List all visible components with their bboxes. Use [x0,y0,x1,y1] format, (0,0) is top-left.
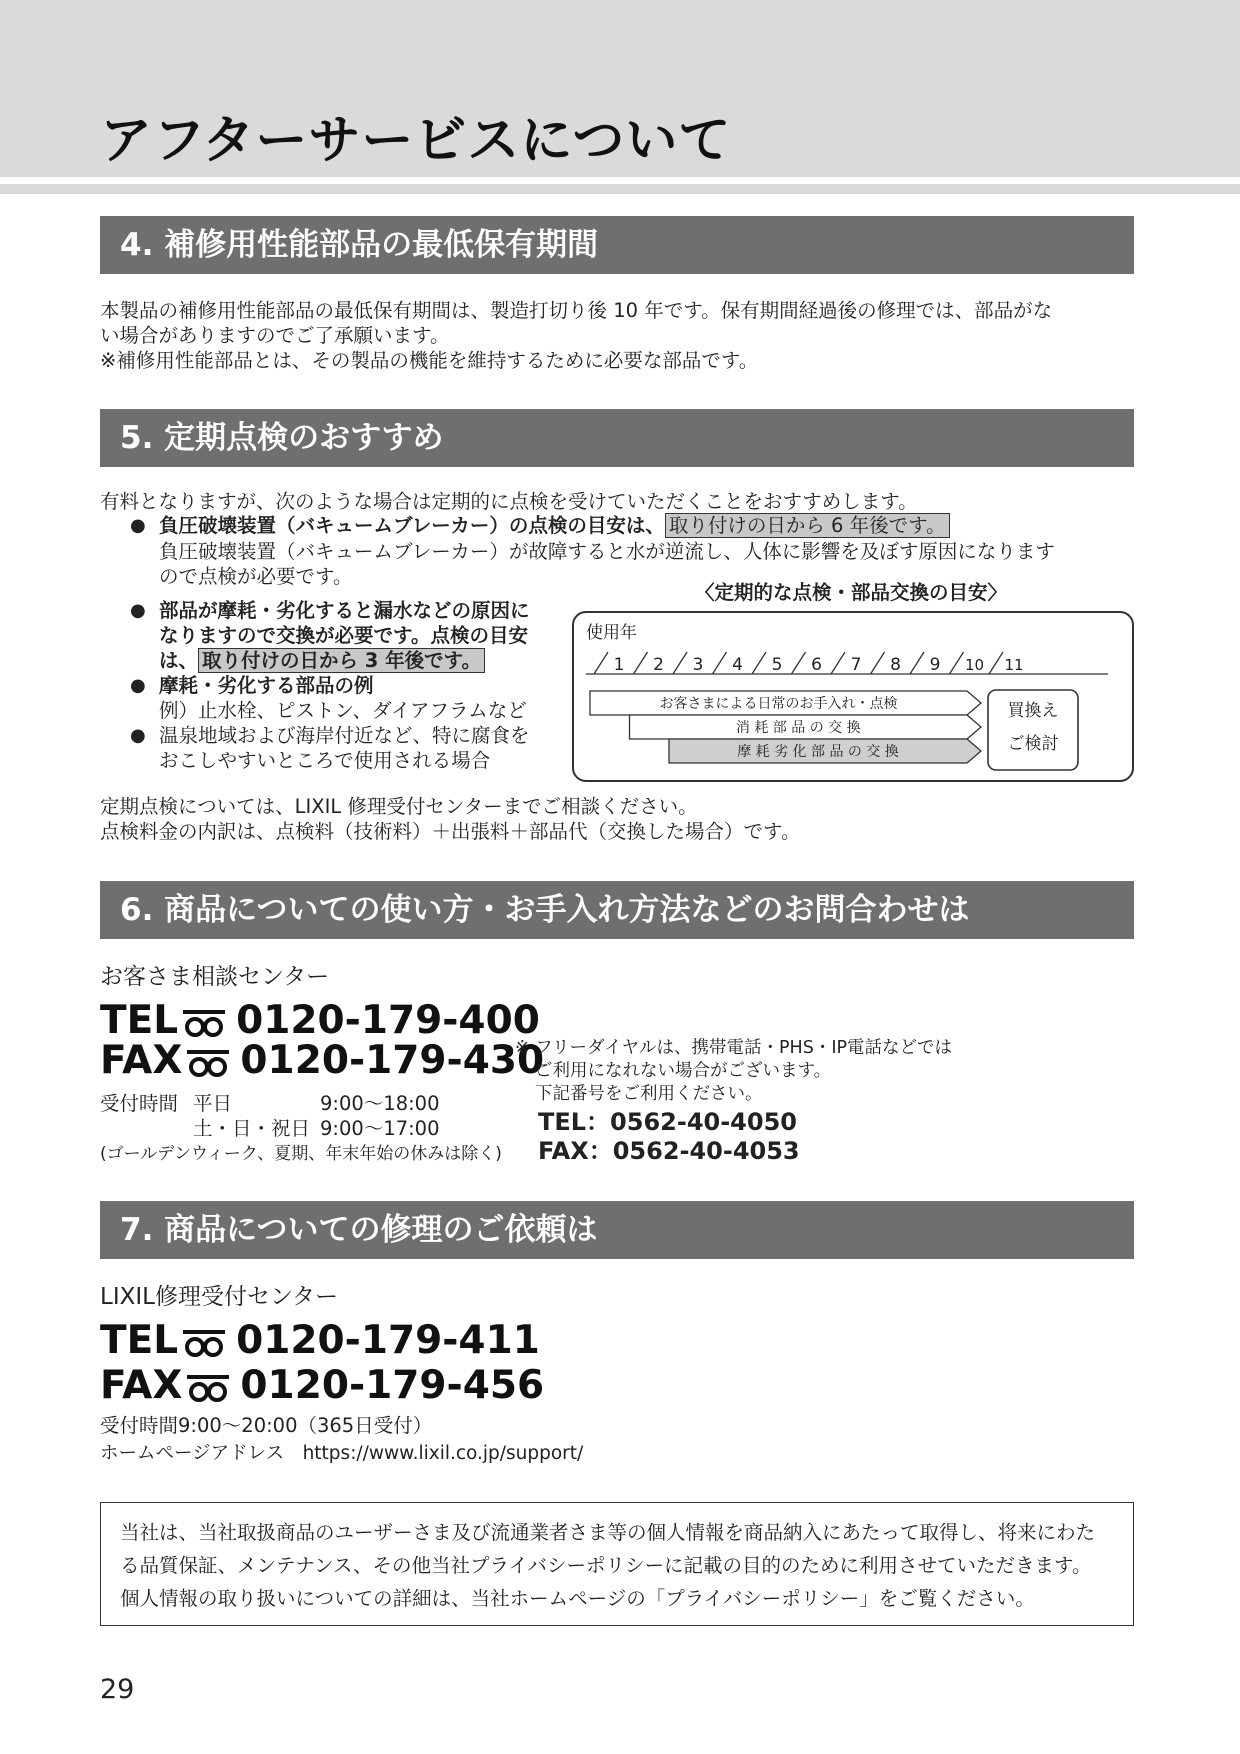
sec5-bullet1-bold: 負圧破壊装置（バキュームブレーカー）の点検の目安は、 [159,514,665,537]
sec6-note-line3: 下記番号をご利用ください。 [535,1084,763,1104]
fax-number[interactable]: 0120-179-456 [240,1363,545,1408]
tel-number[interactable]: 0120-179-411 [236,1318,540,1363]
section-5-heading: 5. 定期点検のおすすめ [100,409,1134,467]
chart-year-label: 8 [890,655,901,675]
sec5-outro-1: 定期点検については、LIXIL 修理受付センターまでご相談ください。 [100,795,698,818]
fax-label: FAX [100,1363,183,1408]
page-number: 29 [100,1674,135,1705]
sec5-bullet2-highlight: 取り付けの日から 3 年後です。 [198,648,485,673]
sec6-tel-row [100,999,540,1043]
chart-year-separator [831,652,845,674]
sec5-intro: 有料となりますが、次のような場合は定期的に点検を受けていただくことをおすすめします。 [100,490,918,513]
privacy-notice-line2: る品質保証、メンテナンス、その他当社プライバシーポリシーに記載の目的のために利用させていただきます。 [120,1554,1092,1577]
bullet-icon: ● [130,675,146,696]
freedial-icon [182,1328,226,1358]
bullet-icon: ● [130,725,146,746]
chart-year-separator [792,652,806,674]
chart-year-label: 1 [613,655,625,675]
privacy-notice-line3: 個人情報の取り扱いについての詳細は、当社ホームページの「プライバシーポリシー」をご覧ください。 [120,1587,1035,1610]
sec6-alt-fax[interactable]: FAX：0562-40-4053 [538,1137,800,1165]
sec5-bullet1-line3: ので点検が必要です。 [159,565,353,588]
sec6-center-name: お客さま相談センター [100,964,330,990]
chart-year-label: 6 [811,655,822,675]
chart-title: 〈定期的な点検・部品交換の目安〉 [695,581,1008,604]
chart-year-separator [910,652,924,674]
tel-label: TEL [100,998,179,1043]
sec7-hours: 受付時間9:00～20:00（365日受付） [100,1414,433,1437]
sec6-hours-label: 受付時間 [100,1092,179,1115]
sec5-outro-2: 点検料金の内訳は、点検料（技術料）＋出張料＋部品代（交換した場合）です。 [100,820,801,843]
page-title: アフターサービスについて [100,111,732,171]
privacy-notice-line1: 当社は、当社取扱商品のユーザーさま及び流通業者さま等の個人情報を商品納入にあたって取得し、将来にわた [120,1521,1096,1544]
sec5-bullet2-prefix: は、 [159,649,199,672]
chart-year-ticks [594,652,1024,675]
freedial-icon [182,1008,226,1038]
chart-year-separator [989,652,1003,674]
chart-band-label: お客さまによる日常のお手入れ・点検 [659,696,898,712]
bullet-icon: ● [130,515,146,536]
sec7-homepage-link[interactable]: ホームページアドレス https://www.lixil.co.jp/support/ [100,1443,584,1464]
chart-year-separator [634,652,648,674]
chart-axis-label: 使用年 [586,623,637,643]
sec5-bullet3-line2: 例）止水栓、ピストン、ダイアフラムなど [159,699,527,722]
timeline-chart [572,611,1134,782]
chart-bands [590,691,981,763]
sec6-holiday-note: (ゴールデンウィーク、夏期、年末年始の休みは除く) [100,1144,502,1164]
sec7-fax-row [100,1364,544,1408]
fax-label: FAX [100,1038,183,1083]
sec6-weekday-hours: 9:00～18:00 [320,1092,440,1115]
sec6-weekend-hours: 9:00～17:00 [320,1117,440,1140]
sec7-tel-row [100,1319,540,1363]
chart-band-label: 消 耗 部 品 の 交 換 [735,720,861,736]
section-6-heading: 6. 商品についての使い方・お手入れ方法などのお問合わせは [100,881,1134,939]
sec5-bullet4-line1: 温泉地域および海岸付近など、特に腐食を [159,724,530,747]
freedial-icon [186,1373,230,1403]
chart-year-label: 2 [653,655,664,675]
chart-year-label: 3 [692,655,704,675]
sec4-line-2: い場合がありますのでご了承願います。 [100,324,450,347]
chart-year-label: 7 [850,655,862,675]
section-7-heading: 7. 商品についての修理のご依頼は [100,1201,1134,1259]
tel-number[interactable]: 0120-179-400 [236,998,540,1043]
sec5-bullet4-line2: おこしやすいところで使用される場合 [159,749,491,772]
chart-year-separator [871,652,885,674]
sec6-note-line2: ご利用になれない場合がございます。 [535,1061,832,1081]
chart-end-box-line1: 買換え [1007,701,1059,721]
bullet-icon: ● [130,600,146,621]
chart-year-label: 4 [732,655,743,675]
sec5-bullet2-line3 [159,648,485,673]
chart-year-separator [752,652,766,674]
section-4-heading: 4. 補修用性能部品の最低保有期間 [100,216,1134,274]
sec5-bullet2-line1: 部品が摩耗・劣化すると漏水などの原因に [159,599,530,622]
sec6-fax-row [100,1039,544,1083]
sec5-bullet1-highlight: 取り付けの日から 6 年後です。 [665,513,950,538]
sec6-alt-tel[interactable]: TEL：0562-40-4050 [538,1108,797,1136]
sec5-bullet1-line2: 負圧破壊装置（バキュームブレーカー）が故障すると水が逆流し、人体に影響を及ぼす原因になります [159,540,1055,563]
chart-year-label: 9 [929,655,941,675]
chart-year-separator [713,652,727,674]
chart-year-separator [673,652,687,674]
chart-year-separator [950,652,964,674]
sec6-note-line1: ※ フリーダイヤルは、携帯電話・PHS・IP電話などでは [515,1038,953,1058]
sec4-line-1: 本製品の補修用性能部品の最低保有期間は、製造打切り後 10 年です。保有期間経過後の修理では、部品がな [100,299,1053,322]
sec5-bullet3-line1: 摩耗・劣化する部品の例 [159,674,374,697]
chart-year-label: 11 [1004,656,1024,674]
chart-year-label: 5 [771,655,783,675]
sec4-line-3: ※補修用性能部品とは、その製品の機能を維持するために必要な部品です。 [100,349,759,372]
tel-label: TEL [100,1318,179,1363]
sec6-weekend-label: 土・日・祝日 [193,1117,311,1140]
freedial-icon [186,1048,230,1078]
fax-number[interactable]: 0120-179-430 [240,1038,545,1083]
chart-band-label: 摩 耗 劣 化 部 品 の 交 換 [737,744,899,760]
chart-year-separator [594,652,608,674]
chart-end-box-line2: ご検討 [1007,734,1059,754]
sec5-bullet1 [159,513,950,538]
sec6-weekday-label: 平日 [193,1092,233,1115]
header-divider [0,184,1240,194]
sec7-center-name: LIXIL修理受付センター [100,1284,339,1310]
chart-year-label: 10 [964,656,985,674]
sec5-bullet2-line2: なりますので交換が必要です。点検の目安 [159,624,528,647]
